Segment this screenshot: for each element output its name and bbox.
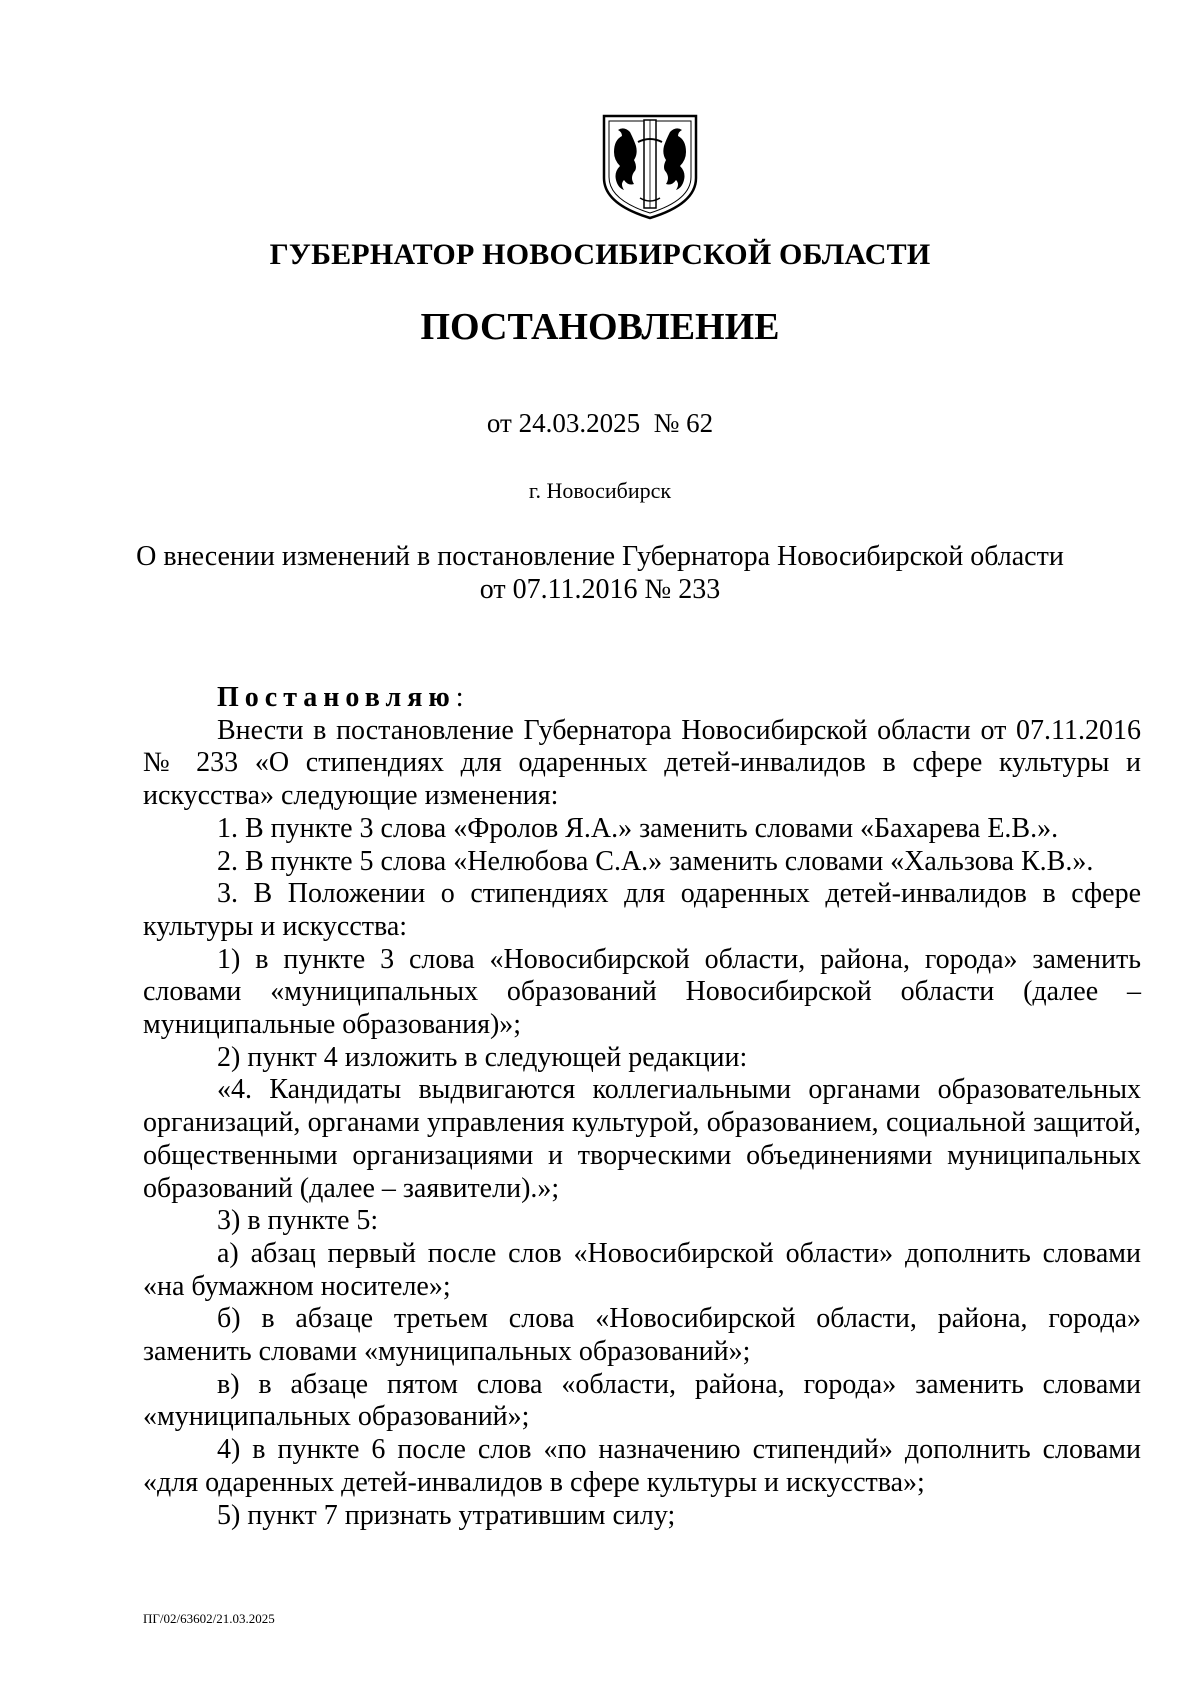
body-paragraph: 3. В Положении о стипендиях для одаренных детей-инвалидов в сфере культуры и искусства:: [143, 878, 1141, 942]
body-paragraph: б) в абзаце третьем слова «Новосибирской области, района, города» заменить словами «муниципальных образований»;: [143, 1303, 1141, 1368]
decree-word: Постановляю: [217, 682, 456, 713]
body-paragraph: 4) в пункте 6 после слов «по назначению стипендий» дополнить словами «для одаренных детей-инвалидов в сфере культуры и искусства»;: [143, 1434, 1141, 1498]
coat-of-arms-emblem: [600, 112, 700, 222]
document-registration-code: ПГ/02/63602/21.03.2025: [143, 1611, 275, 1626]
body-paragraph: «4. Кандидаты выдвигаются коллегиальными органами образовательных организаций, органами управления культурой, образованием, социальной защитой, общественными организациями и творческими объединениями муниципальных образований (далее – заявители).»;: [143, 1074, 1141, 1204]
body-paragraph: 2. В пункте 5 слова «Нелюбова С.А.» заменить словами «Хальзова К.В.».: [217, 845, 1094, 877]
document-type-title: ПОСТАНОВЛЕНИЕ: [420, 306, 780, 348]
document-date-number: от 24.03.2025 № 62: [486, 408, 714, 438]
subject-line-2: от 07.11.2016 № 233: [479, 574, 721, 605]
issuing-authority: ГУБЕРНАТОР НОВОСИБИРСКОЙ ОБЛАСТИ: [269, 238, 931, 271]
decree-colon: :: [455, 682, 464, 713]
document-body: [143, 682, 1141, 1532]
body-paragraph: 1. В пункте 3 слова «Фролов Я.А.» заменить словами «Бахарева Е.В.».: [217, 812, 1059, 844]
body-paragraph: 1) в пункте 3 слова «Новосибирской области, района, города» заменить словами «муниципальных образований Новосибирской области (далее – муниципальные образования)»;: [143, 943, 1141, 1041]
body-paragraph: в) в абзаце пятом слова «области, района, города» заменить словами «муниципальных образований»;: [143, 1368, 1141, 1433]
decree-heading: [143, 682, 1141, 715]
body-paragraph: 2) пункт 4 изложить в следующей редакции:: [217, 1041, 748, 1073]
body-paragraph: Внести в постановление Губернатора Новосибирской области от 07.11.2016 № 233 «О стипендиях для одаренных детей-инвалидов в сфере культуры и искусства» следующие изменения:: [143, 714, 1141, 812]
subject-line-1: О внесении изменений в постановление Губернатора Новосибирской области: [136, 541, 1064, 572]
document-city: г. Новосибирск: [528, 478, 672, 503]
body-paragraph: 3) в пункте 5:: [217, 1205, 379, 1237]
body-paragraph: 5) пункт 7 признать утратившим силу;: [217, 1499, 676, 1531]
body-paragraph: а) абзац первый после слов «Новосибирской области» дополнить словами «на бумажном носителе»;: [143, 1237, 1141, 1302]
document-subject: [0, 540, 1200, 606]
